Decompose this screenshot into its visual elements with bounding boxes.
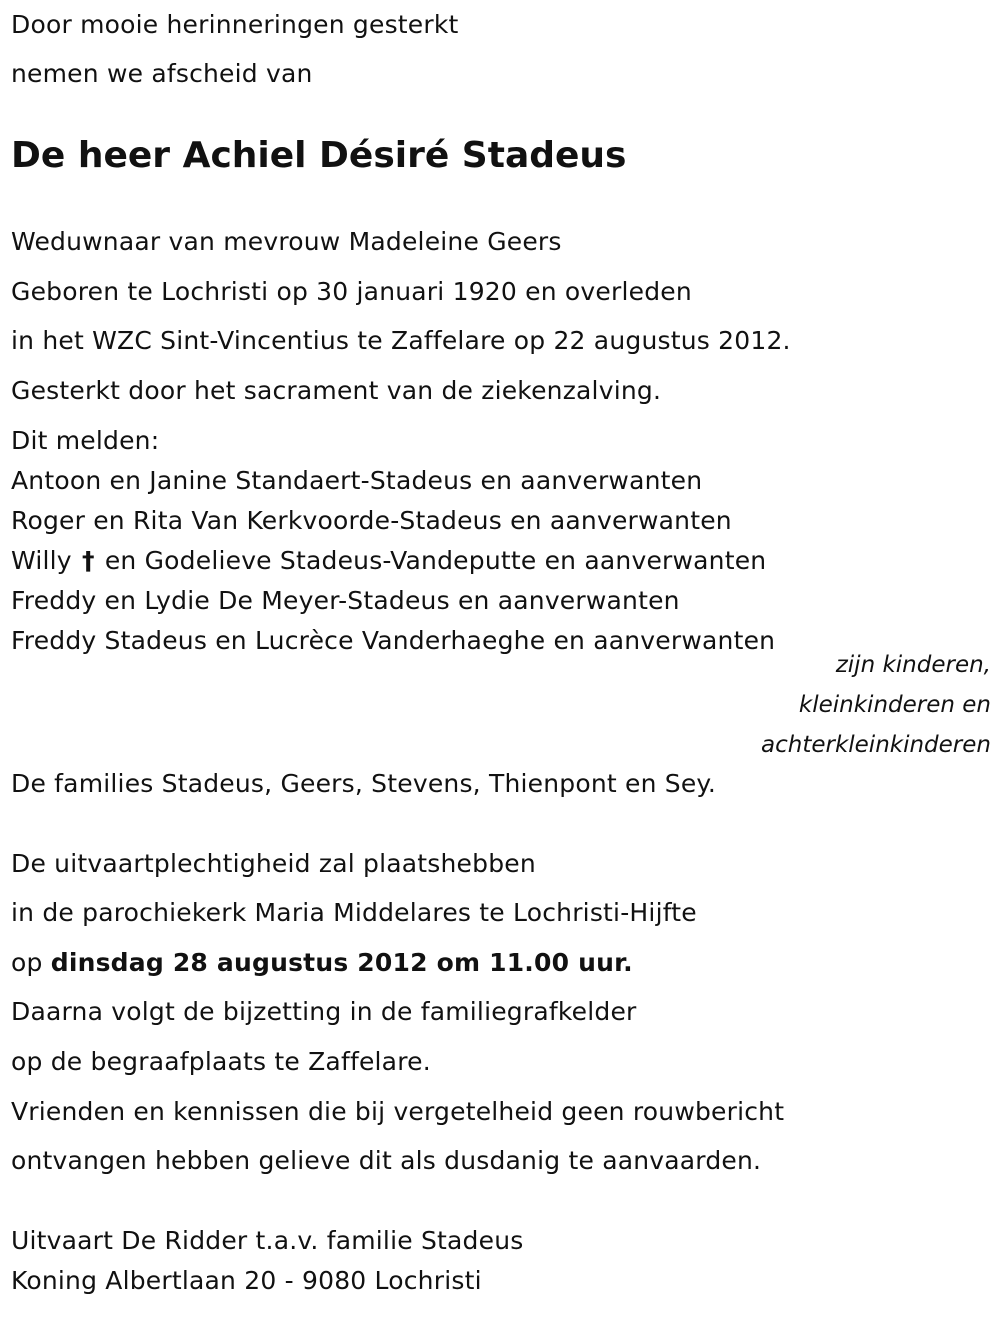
contact-line-2: Koning Albertlaan 20 - 9080 Lochristi xyxy=(11,1266,482,1295)
notice-line-1: Vrienden en kennissen die bij vergetelheid geen rouwbericht xyxy=(11,1097,785,1126)
cross-icon: † xyxy=(81,546,95,575)
death-line: in het WZC Sint-Vincentius te Zaffelare op 22 augustus 2012. xyxy=(11,326,791,355)
ceremony-date-line xyxy=(11,948,633,978)
widower-line: Weduwnaar van mevrouw Madeleine Geers xyxy=(11,227,562,256)
family-line-2: Roger en Rita Van Kerkvoorde-Stadeus en aanverwanten xyxy=(11,506,732,535)
ceremony-line-2: in de parochiekerk Maria Middelares te Lochristi-Hijfte xyxy=(11,898,697,927)
deceased-name: De heer Achiel Désiré Stadeus xyxy=(11,135,627,176)
relation-line-3: achterkleinkinderen xyxy=(761,732,991,758)
family-line-3 xyxy=(11,546,766,576)
intro-line-1: Door mooie herinneringen gesterkt xyxy=(11,10,459,39)
family-line-3-name: Willy xyxy=(11,546,72,575)
sacrament-line: Gesterkt door het sacrament van de ziekenzalving. xyxy=(11,376,662,405)
family-line-3-rest: en Godelieve Stadeus-Vandeputte en aanverwanten xyxy=(104,546,767,575)
relation-line-1: zijn kinderen, xyxy=(835,652,991,678)
family-line-5: Freddy Stadeus en Lucrèce Vanderhaeghe en aanverwanten xyxy=(11,626,776,655)
contact-line-1: Uitvaart De Ridder t.a.v. familie Stadeus xyxy=(11,1226,524,1255)
birth-line: Geboren te Lochristi op 30 januari 1920 en overleden xyxy=(11,277,692,306)
notice-line-2: ontvangen hebben gelieve dit als dusdanig te aanvaarden. xyxy=(11,1146,762,1175)
burial-line-2: op de begraafplaats te Zaffelare. xyxy=(11,1047,431,1076)
announcers-header: Dit melden: xyxy=(11,426,160,455)
burial-line-1: Daarna volgt de bijzetting in de familiegrafkelder xyxy=(11,997,637,1026)
ceremony-date-prefix: op xyxy=(11,948,43,977)
intro-line-2: nemen we afscheid van xyxy=(11,59,313,88)
families-line: De families Stadeus, Geers, Stevens, Thienpont en Sey. xyxy=(11,769,717,798)
family-line-4: Freddy en Lydie De Meyer-Stadeus en aanverwanten xyxy=(11,586,680,615)
ceremony-line-1: De uitvaartplechtigheid zal plaatshebben xyxy=(11,849,536,878)
ceremony-date: dinsdag 28 augustus 2012 om 11.00 uur. xyxy=(50,948,633,977)
relation-line-2: kleinkinderen en xyxy=(798,692,991,718)
family-line-1: Antoon en Janine Standaert-Stadeus en aanverwanten xyxy=(11,466,703,495)
